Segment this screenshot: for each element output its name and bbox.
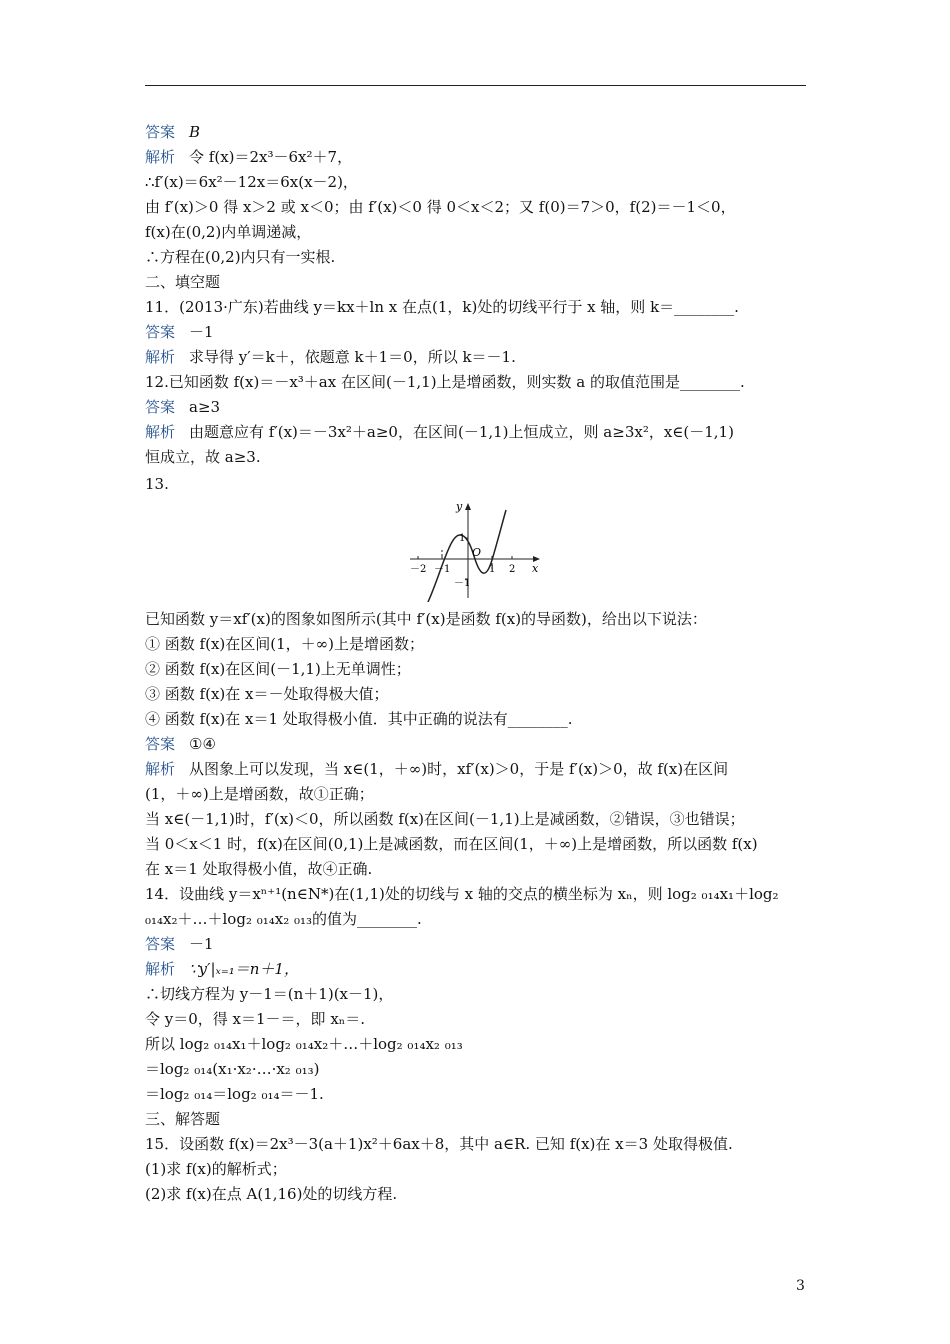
question-11: 11．(2013·广东)若曲线 y＝kx＋ln x 在点(1，k)处的切线平行于 x 轴，则 k＝________. — [145, 298, 739, 316]
text-line: ∴方程在(0,2)内只有一实根. — [145, 248, 336, 266]
analysis-label: 解析 — [145, 348, 176, 366]
x-axis-label: x — [532, 562, 539, 575]
header-rule — [145, 85, 806, 86]
line-analysis-11 — [145, 347, 516, 367]
text-line: ∴切线方程为 y－1＝(n＋1)(x－1)， — [145, 985, 394, 1003]
origin-label: O — [472, 546, 482, 559]
answer-text: －1 — [189, 935, 214, 953]
tick-label: －2 — [410, 564, 427, 575]
statement-3: ③ 函数 f(x)在 x＝－处取得极大值； — [145, 685, 389, 703]
text-line: 所以 log₂ ₀₁₄x₁＋log₂ ₀₁₄x₂＋…＋log₂ ₀₁₄x₂ ₀₁₃ — [145, 1035, 463, 1053]
text-line: 恒成立，故 a≥3. — [145, 448, 261, 466]
analysis-text: 由题意应有 f′(x)＝－3x²＋a≥0，在区间(－1,1)上恒成立，则 a≥3x²，x∈(－1,1) — [189, 423, 734, 441]
analysis-label: 解析 — [145, 148, 176, 166]
tick-label: 1 — [489, 564, 496, 575]
question-12: 12.已知函数 f(x)＝－x³＋ax 在区间(－1,1)上是增函数，则实数 a 的取值范围是________. — [145, 373, 745, 391]
analysis-label: 解析 — [145, 760, 176, 778]
tick-label: －1 — [454, 578, 471, 589]
text-line: 当 0＜x＜1 时，f(x)在区间(0,1)上是减函数，而在区间(1，＋∞)上是增函数，所以函数 f(x) — [145, 835, 758, 853]
text-line: ＝log₂ ₀₁₄(x₁·x₂·…·x₂ ₀₁₃) — [145, 1060, 320, 1078]
statement-2: ② 函数 f(x)在区间(－1,1)上无单调性； — [145, 660, 411, 678]
text-line: (1)求 f(x)的解析式； — [145, 1160, 287, 1178]
y-axis-label: y — [456, 500, 463, 513]
question-15: 15．设函数 f(x)＝2x³－3(a＋1)x²＋6ax＋8，其中 a∈R. 已知 f(x)在 x＝3 处取得极值. — [145, 1135, 733, 1153]
page-number: 3 — [796, 1278, 805, 1294]
function-graph-figure — [408, 498, 544, 602]
text-line: (2)求 f(x)在点 A(1,16)处的切线方程. — [145, 1185, 398, 1203]
analysis-text: ∵y′|ₓ₌₁＝n＋1， — [189, 960, 299, 978]
line-analysis-13 — [145, 759, 728, 779]
answer-text: －1 — [189, 323, 214, 341]
answer-label: 答案 — [145, 935, 176, 953]
analysis-text: 求导得 y′＝k＋，依题意 k＋1＝0，所以 k＝－1. — [189, 348, 516, 366]
analysis-label: 解析 — [145, 423, 176, 441]
graph-svg — [408, 498, 544, 602]
line-analysis-10 — [145, 147, 352, 167]
text-line: 已知函数 y＝xf′(x)的图象如图所示(其中 f′(x)是函数 f(x)的导函数)，给出以下说法： — [145, 610, 707, 628]
line-analysis-12 — [145, 422, 734, 442]
answer-text: a≥3 — [189, 398, 221, 416]
line-answer-11 — [145, 322, 214, 342]
line-answer-14 — [145, 934, 214, 954]
answer-text: ①④ — [189, 735, 216, 753]
section-heading: 三、解答题 — [145, 1110, 221, 1128]
text-line: ₀₁₄x₂＋…＋log₂ ₀₁₄x₂ ₀₁₃的值为________. — [145, 910, 422, 928]
statement-1: ① 函数 f(x)在区间(1，＋∞)上是增函数； — [145, 635, 424, 653]
tick-label: －1 — [434, 564, 451, 575]
text-line: 当 x∈(－1,1)时，f′(x)＜0，所以函数 f(x)在区间(－1,1)上是减函数，②错误，③也错误； — [145, 810, 745, 828]
line-analysis-14 — [145, 959, 299, 979]
text-line: 在 x＝1 处取得极小值，故④正确. — [145, 860, 373, 878]
analysis-text: 令 f(x)＝2x³－6x²＋7， — [189, 148, 353, 166]
text-line: ＝log₂ ₀₁₄＝log₂ ₀₁₄＝－1. — [145, 1085, 324, 1103]
tick-label: 2 — [509, 564, 516, 575]
question-14: 14．设曲线 y＝xⁿ⁺¹(n∈N*)在(1,1)处的切线与 x 轴的交点的横坐标为 xₙ，则 log₂ ₀₁₄x₁＋log₂ — [145, 885, 779, 903]
question-13: 13. — [145, 475, 169, 493]
answer-label: 答案 — [145, 123, 176, 141]
line-answer-12 — [145, 397, 220, 417]
tick-label: 1 — [459, 533, 466, 544]
text-line: f(x)在(0,2)内单调递减， — [145, 223, 312, 241]
text-line: ∴f′(x)＝6x²－12x＝6x(x－2)， — [145, 173, 358, 191]
y-axis-arrow — [465, 503, 471, 510]
answer-label: 答案 — [145, 398, 176, 416]
answer-label: 答案 — [145, 323, 176, 341]
line-answer-13 — [145, 734, 216, 754]
section-heading: 二、填空题 — [145, 273, 221, 291]
answer-text: B — [189, 123, 201, 141]
answer-label: 答案 — [145, 735, 176, 753]
statement-4: ④ 函数 f(x)在 x＝1 处取得极小值．其中正确的说法有________. — [145, 710, 573, 728]
text-line: (1，＋∞)上是增函数，故①正确； — [145, 785, 374, 803]
analysis-text: 从图象上可以发现，当 x∈(1，＋∞)时，xf′(x)＞0，于是 f′(x)＞0，故 f(x)在区间 — [189, 760, 729, 778]
analysis-label: 解析 — [145, 960, 176, 978]
line-answer-10 — [145, 122, 200, 142]
text-line: 由 f′(x)＞0 得 x＞2 或 x＜0；由 f′(x)＜0 得 0＜x＜2；又 f(0)＝7＞0，f(2)＝－1＜0， — [145, 198, 736, 216]
text-line: 令 y＝0，得 x＝1－＝，即 xₙ＝. — [145, 1010, 366, 1028]
